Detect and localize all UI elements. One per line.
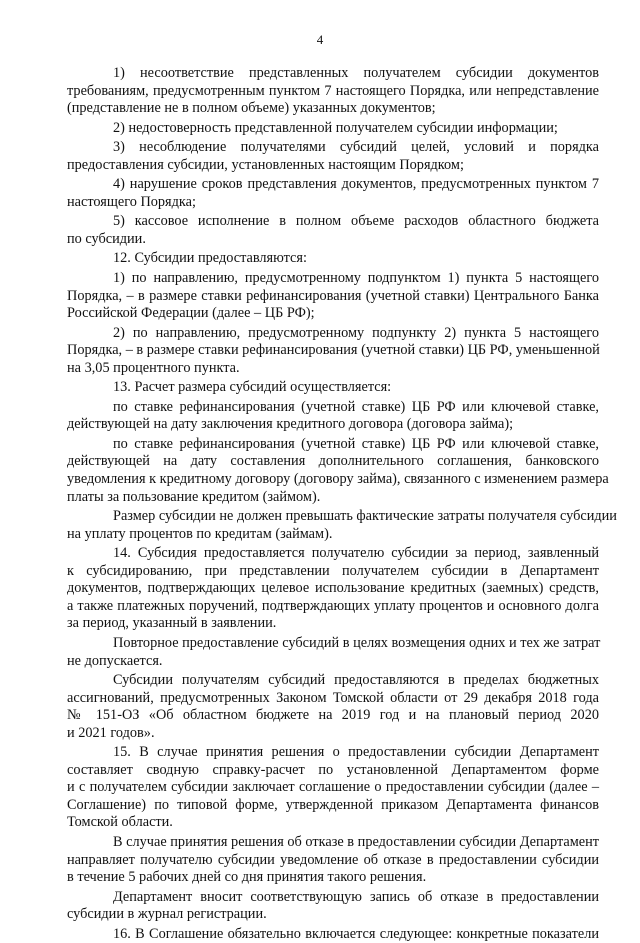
text-line: Соглашение) по типовой форме, утвержденной приказом Департамента финансов (67, 796, 599, 813)
text-line: документов, подтверждающих целевое использование кредитных (заемных) средств, (67, 580, 599, 597)
text-line: и с получателем субсидии заключает соглашение о предоставлении субсидии (далее – (67, 779, 599, 796)
text-line: предоставления субсидии, установленных настоящим Порядком; (67, 156, 464, 173)
text-line: субсидии в журнал регистрации. (67, 906, 267, 923)
text-line: требованиям, предусмотренным пунктом 7 настоящего Порядка, или непредставление (67, 82, 599, 99)
text-line: платы за пользование кредитом (займом). (67, 488, 321, 505)
text-line: (представление не в полном объеме) указанных документов; (67, 100, 436, 117)
text-line: действующей на дату заключения кредитного договора (договора займа); (67, 416, 514, 433)
text-line: на уплату процентов по кредитам (займам). (67, 525, 333, 542)
text-line: 5) кассовое исполнение в полном объеме расходов областного бюджета (113, 213, 599, 230)
text-line: Томской области. (67, 814, 173, 831)
text-line: и 2021 годов». (67, 724, 155, 741)
text-line: 16. В Соглашение обязательно включается следующее: конкретные показатели (113, 925, 599, 942)
text-line: 2) по направлению, предусмотренному подпункту 2) пункта 5 настоящего (113, 324, 599, 341)
text-line: ассигнований, предусмотренных Законом Томской области от 29 декабря 2018 года (67, 689, 599, 706)
text-line: Департамент вносит соответствующую запись об отказе в предоставлении (113, 888, 599, 905)
text-line: 1) несоответствие представленных получателем субсидии документов (113, 65, 599, 81)
text-line: 15. В случае принятия решения о предоставлении субсидии Департамент (113, 744, 599, 761)
text-line: а также платежных поручений, подтверждающих уплату процентов и основного долга (67, 597, 599, 614)
text-line: на 3,05 процентного пункта. (67, 359, 240, 376)
text-line: к субсидированию, при представлении получателем субсидии в Департамент (67, 562, 599, 579)
text-line: по субсидии. (67, 230, 146, 247)
text-line: Порядка, – в размере ставки рефинансирования (учетной ставки) Центрального Банка (67, 287, 599, 304)
text-line: по ставке рефинансирования (учетной ставке) ЦБ РФ или ключевой ставке, (113, 398, 599, 415)
document-body (67, 65, 617, 943)
text-line: 13. Расчет размера субсидий осуществляется: (113, 379, 392, 396)
text-line: Российской Федерации (далее – ЦБ РФ); (67, 305, 315, 322)
text-line: не допускается. (67, 652, 163, 669)
text-line: 1) по направлению, предусмотренному подпунктом 1) пункта 5 настоящего (113, 270, 599, 287)
text-line: 14. Субсидия предоставляется получателю субсидии за период, заявленный (113, 545, 599, 562)
text-line: Размер субсидии не должен превышать фактические затраты получателя субсидии (113, 508, 617, 525)
page-number: 4 (316, 32, 324, 47)
text-line: направляет получателю субсидии уведомление об отказе в предоставлении субсидии (67, 851, 599, 868)
text-line: действующей на дату составления дополнительного соглашения, банковского (67, 453, 599, 470)
text-line: настоящего Порядка; (67, 193, 196, 210)
text-line: 3) несоблюдение получателями субсидий целей, условий и порядка (113, 139, 599, 156)
text-line: Порядка, – в размере ставки рефинансирования (учетной ставки) ЦБ РФ, уменьшенной (67, 342, 600, 359)
text-line: за период, указанный в заявлении. (67, 615, 277, 632)
text-line: 4) нарушение сроков представления документов, предусмотренных пунктом 7 (113, 176, 599, 193)
text-line: в течение 5 рабочих дней со дня принятия такого решения. (67, 869, 427, 886)
text-line: № 151-ОЗ «Об областном бюджете на 2019 год и на плановый период 2020 (67, 707, 599, 724)
text-line: по ставке рефинансирования (учетной ставке) ЦБ РФ или ключевой ставке, (113, 435, 599, 452)
text-line: 12. Субсидии предоставляются: (113, 250, 307, 267)
text-line: уведомления к кредитному договору (договору займа), связанного с изменением размера (67, 471, 609, 488)
text-line: Субсидии получателям субсидий предоставляются в пределах бюджетных (113, 672, 599, 689)
text-line: 2) недостоверность представленной получателем субсидии информации; (113, 119, 558, 136)
text-line: составляет сводную справку-расчет по установленной Департаментом форме (67, 761, 599, 778)
text-line: В случае принятия решения об отказе в предоставлении субсидии Департамент (113, 833, 599, 850)
text-line: Повторное предоставление субсидий в целях возмещения одних и тех же затрат (113, 634, 601, 651)
